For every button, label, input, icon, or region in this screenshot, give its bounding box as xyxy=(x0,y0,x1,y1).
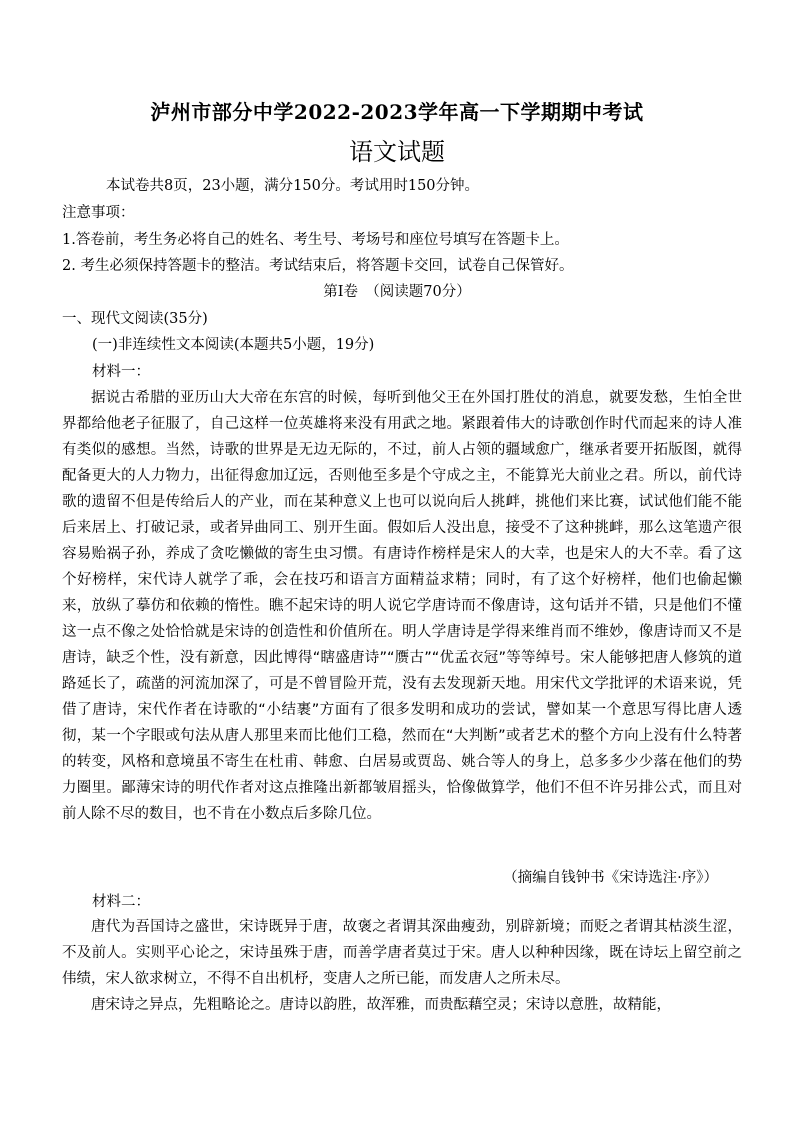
notice-item-1: 1.答卷前，考生务必将自己的姓名、考生号、考场号和座位号填写在答题卡上。 xyxy=(62,232,569,248)
exam-info: 本试卷共8页，23小题，满分150分。考试用时150分钟。 xyxy=(106,178,480,194)
volume-heading: 第Ⅰ卷 （阅读题70分） xyxy=(323,284,471,300)
material-1-paragraph: 据说古希腊的亚历山大大帝在东宫的时候，每听到他父王在外国打胜仗的消息，就要发愁，生怕全世界都给他老子征服了，自己这样一位英雄将来没有用武之地。紧跟着伟大的诗歌创作时代而起来的诗人准有类似的感想。当然，诗歌的世界是无边无际的，不过，前人占领的疆域愈广，继承者要开拓版图，就得配备更大的人力物力，出征得愈加辽远，否则他至多是个守成之主，不能算光大前业之君。所以，前代诗歌的遗留不但是传给后人的产业，而在某种意义上也可以说向后人挑衅，挑他们来比赛，试试他们能不能后来居上、打破记录，或者异曲同工、别开生面。假如后人没出息，接受不了这种挑衅，那么这笔遗产很容易贻祸子孙，养成了贪吃懒做的寄生虫习惯。有唐诗作榜样是宋人的大幸，也是宋人的大不幸。看了这个好榜样，宋代诗人就学了乖，会在技巧和语言方面精益求精；同时，有了这个好榜样，他们也偷起懒来，放纵了摹仿和依赖的惰性。瞧不起宋诗的明人说它学唐诗而不像唐诗，这句话并不错，只是他们不懂这一点不像之处恰恰就是宋诗的创造性和价值所在。明人学唐诗是学得来维肖而不维妙，像唐诗而又不是唐诗，缺乏个性，没有新意，因此博得“瞎盛唐诗”“赝古”“优孟衣冠”等等绰号。宋人能够把唐人修筑的道路延长了，疏凿的河流加深了，可是不曾冒险开荒，没有去发现新天地。用宋代文学批评的术语来说，凭借了唐诗，宋代作者在诗歌的“小结裹”方面有了很多发明和成功的尝试，譬如某一个意思写得比唐人透彻，某一个字眼或句法从唐人那里来而比他们工稳，然而在“大判断”或者艺术的整个方向上没有什么特著的转变，风格和意境虽不寄生在杜甫、韩愈、白居易或贾岛、姚合等人的身上，总多多少少落在他们的势力圈里。鄙薄宋诗的明代作者对这点推隆出新都皱眉摇头，恰像做算学，他们不但不许另排公式，而且对前人除不尽的数目，也不肯在小数点后多除几位。 xyxy=(62,390,742,822)
exam-title: 泸州市部分中学2022-2023学年高一下学期期中考试 xyxy=(150,100,644,124)
notice-heading: 注意事项： xyxy=(62,205,135,221)
sub-section-heading: (一)非连续性文本阅读(本题共5小题，19分) xyxy=(92,337,375,353)
subject-title: 语文试题 xyxy=(349,138,445,166)
notice-item-2: 2. 考生必须保持答题卡的整洁。考试结束后，将答题卡交回，试卷自己保管好。 xyxy=(62,258,574,274)
material-1-source: （摘编自钱钟书《宋诗选注·序》） xyxy=(503,870,718,886)
material-2-paragraph-1: 唐代为吾国诗之盛世，宋诗既异于唐，故褒之者谓其深曲瘦劲，别辟新境；而贬之者谓其枯淡生涩，不及前人。实则平心论之，宋诗虽殊于唐，而善学唐者莫过于宋。唐人以种种因缘，既在诗坛上留空前之伟绩，宋人欲求树立，不得不自出机杼，变唐人之所已能，而发唐人之所未尽。 xyxy=(62,919,742,987)
material-2-paragraph-2: 唐宋诗之异点，先粗略论之。唐诗以韵胜，故浑雅，而贵酝藉空灵；宋诗以意胜，故精能， xyxy=(91,997,671,1013)
material-1-body xyxy=(62,385,742,827)
section-heading: 一、现代文阅读(35分) xyxy=(62,311,208,327)
material-2-label: 材料二： xyxy=(92,894,150,910)
material-1-label: 材料一： xyxy=(92,364,150,380)
material-2-body xyxy=(62,914,742,1018)
